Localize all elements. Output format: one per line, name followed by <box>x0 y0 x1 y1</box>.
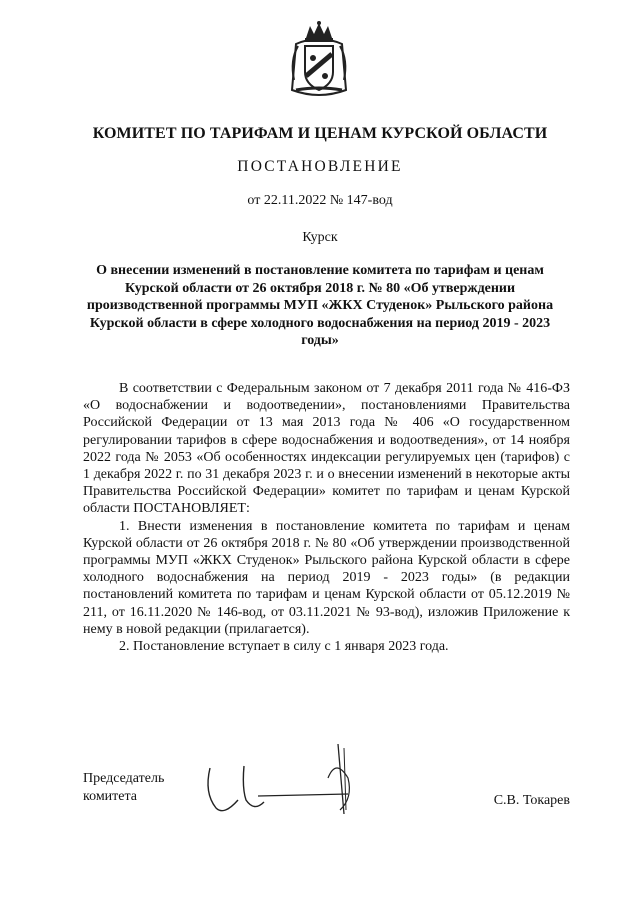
preamble-paragraph: В соответствии с Федеральным законом от 7 декабря 2011 года № 416-ФЗ «О водоснабжении и водоотведении», постановлениями Правительства Российской Федерации от 13 мая 2013 года № 406 «О государственном регулировании тарифов в сфере водоснабжения и водоотведения», от 14 ноября 2022 года № 2053 «Об особенностях индексации регулируемых цен (тарифов) с 1 декабря 2022 г. по 31 декабря 2023 г. и о внесении изменений в некоторые акты Правительства Российской Федерации» комитет по тарифам и ценам Курской области ПОСТАНОВЛЯЕТ: <box>83 381 570 517</box>
document-subject: О внесении изменений в постановление комитета по тарифам и ценам Курской области от 26 октября 2018 г. № 80 «Об утверждении производственной программы МУП «ЖКХ Студенок» Рыльского района Курской области в сфере холодного водоснабжения на период 2019 - 2023 годы» <box>86 263 554 348</box>
document-body <box>83 380 570 655</box>
document-date-number: от 22.11.2022 № 147-вод <box>247 193 393 208</box>
document-type: ПОСТАНОВЛЕНИЕ <box>237 158 403 175</box>
signer-position-line1: Председатель <box>83 771 165 786</box>
signer-position <box>83 770 164 805</box>
organization-title: КОМИТЕТ ПО ТАРИФАМ И ЦЕНАМ КУРСКОЙ ОБЛАСТИ <box>92 125 548 142</box>
signer-position-line2: комитета <box>83 788 138 804</box>
item-1-paragraph: 1. Внести изменения в постановление комитета по тарифам и ценам Курской области от 26 октября 2018 г. № 80 «Об утверждении производственной программы МУП «ЖКХ Студенок» Рыльского района Курской области в сфере холодного водоснабжения на период 2019 - 2023 годы» (в редакции постановлений комитета по тарифам и ценам Курской области от 05.12.2019 № 211, от 16.11.2020 № 146-вод, от 03.11.2021 № 93-вод), изложив Приложение к нему в новой редакции (прилагается). <box>83 518 570 637</box>
coat-of-arms-icon <box>288 20 350 100</box>
document-city: Курск <box>302 230 338 245</box>
handwritten-signature <box>198 738 358 818</box>
item-2-paragraph: 2. Постановление вступает в силу с 1 января 2023 года. <box>119 639 449 655</box>
signer-name: С.В. Токарев <box>493 793 570 808</box>
